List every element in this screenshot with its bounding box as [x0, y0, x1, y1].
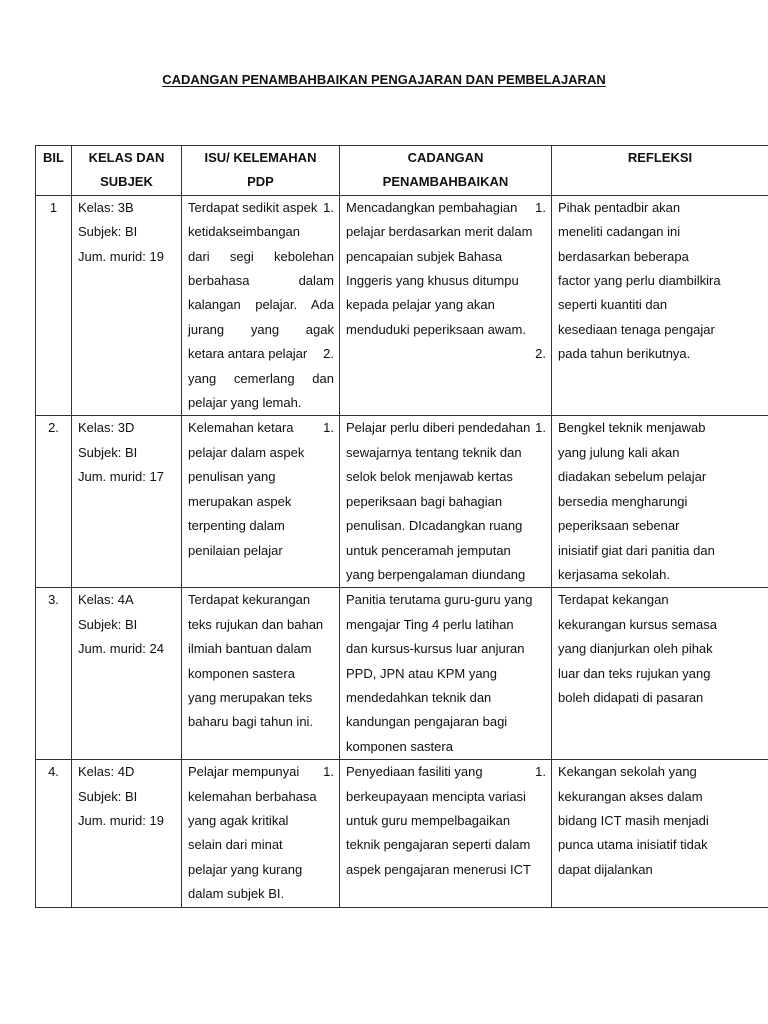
isu-cell: Terdapat kekurangan teks rujukan dan bahan ilmiah bantuan dalam komponen sastera yang merupakan teks baharu bagi tahun ini.: [182, 588, 340, 760]
list-number: 2.: [535, 346, 546, 362]
list-number: 2.: [323, 346, 334, 362]
row-number: 1: [36, 195, 72, 416]
refleksi-cell: Kekangan sekolah yang kekurangan akses dalam bidang ICT masih menjadi punca utama inisiatif tidak dapat dijalankan: [552, 760, 768, 907]
kelas-cell: Kelas: 3B Subjek: BI Jum. murid: 19: [72, 195, 182, 416]
isu-cell: 1. Pelajar mempunyai kelemahan berbahasa yang agak kritikal selain dari minat pelajar yang kurang dalam subjek BI.: [182, 760, 340, 907]
refleksi-cell: Bengkel teknik menjawab yang julung kali akan diadakan sebelum pelajar bersedia mengharungi peperiksaan sebenar inisiatif giat dari panitia dan kerjasama sekolah.: [552, 416, 768, 588]
refleksi-cell: Terdapat kekangan kekurangan kursus semasa yang dianjurkan oleh pihak luar dan teks rujukan yang boleh didapati di pasaran: [552, 588, 768, 760]
kelas-cell: Kelas: 3D Subjek: BI Jum. murid: 17: [72, 416, 182, 588]
cadangan-cell: 1. Pelajar perlu diberi pendedahan sewajarnya tentang teknik dan selok belok menjawab kertas peperiksaan bagi bahagian penulisan. DIcadangkan ruang untuk penceramah jemputan yang berpengalaman diundang: [340, 416, 552, 588]
table-row: [36, 588, 768, 760]
list-number: 1.: [535, 764, 546, 780]
list-number: 1.: [323, 420, 334, 436]
header-cadangan: CADANGAN PENAMBAHBAIKAN: [340, 146, 552, 196]
isu-cell: 1. Terdapat sedikit aspek ketidakseimbangan dari segi kebolehan berbahasa dalam kalangan pelajar. Ada jurang yang agak 2. ketara antara pelajar yang cemerlang dan pelajar yang lemah.: [182, 195, 340, 416]
table-row: [36, 760, 768, 907]
list-number: 1.: [535, 420, 546, 436]
proposal-table: [35, 145, 768, 908]
header-isu-kelemahan: ISU/ KELEMAHAN PDP: [182, 146, 340, 196]
table-row: [36, 195, 768, 416]
row-number: 3.: [36, 588, 72, 760]
cadangan-cell: 1. Mencadangkan pembahagian pelajar berdasarkan merit dalam pencapaian subjek Bahasa Inggeris yang khusus ditumpu kepada pelajar yang akan menduduki peperiksaan awam. 2.: [340, 195, 552, 416]
list-number: 1.: [323, 764, 334, 780]
list-number: 1.: [323, 199, 334, 215]
isu-cell: 1. Kelemahan ketara pelajar dalam aspek penulisan yang merupakan aspek terpenting dalam penilaian pelajar: [182, 416, 340, 588]
kelas-cell: Kelas: 4D Subjek: BI Jum. murid: 19: [72, 760, 182, 907]
document-title: CADANGAN PENAMBAHBAIKAN PENGAJARAN DAN PEMBELAJARAN: [162, 72, 606, 87]
cadangan-cell: 1. Penyediaan fasiliti yang berkeupayaan mencipta variasi untuk guru mempelbagaikan teknik pengajaran seperti dalam aspek pengajaran menerusi ICT: [340, 760, 552, 907]
list-number: 1.: [535, 199, 546, 215]
table-row: [36, 416, 768, 588]
header-bil: BIL: [36, 146, 72, 196]
table-header-row: [36, 146, 768, 196]
kelas-cell: Kelas: 4A Subjek: BI Jum. murid: 24: [72, 588, 182, 760]
row-number: 4.: [36, 760, 72, 907]
row-number: 2.: [36, 416, 72, 588]
cadangan-cell: Panitia terutama guru-guru yang mengajar Ting 4 perlu latihan dan kursus-kursus luar anjuran PPD, JPN atau KPM yang mendedahkan teknik dan kandungan pengajaran bagi komponen sastera: [340, 588, 552, 760]
header-kelas-subjek: KELAS DAN SUBJEK: [72, 146, 182, 196]
header-refleksi: REFLEKSI: [552, 146, 768, 196]
refleksi-cell: Pihak pentadbir akan meneliti cadangan ini berdasarkan beberapa factor yang perlu diambilkira seperti kuantiti dan kesediaan tenaga pengajar pada tahun berikutnya.: [552, 195, 768, 416]
